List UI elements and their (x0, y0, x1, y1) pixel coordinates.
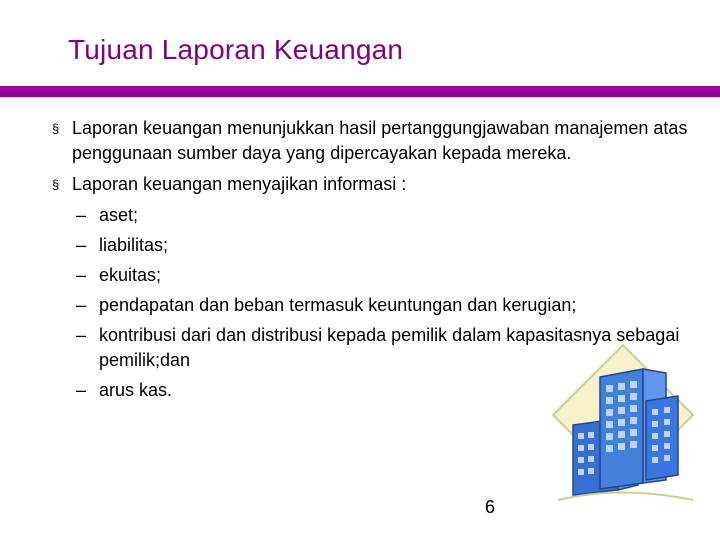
dash-marker: – (76, 295, 87, 315)
bullet-item (52, 116, 692, 166)
sub-bullet-item (52, 323, 692, 373)
sub-bullet-item (52, 263, 692, 288)
sub-bullet-text: liabilitas; (99, 235, 169, 255)
dash-marker: – (76, 325, 87, 345)
slide-content (52, 116, 692, 408)
dash-marker: – (76, 205, 87, 225)
sub-bullet-text: ekuitas; (99, 265, 162, 285)
sub-bullet-item (52, 233, 692, 258)
dash-marker: – (76, 235, 87, 255)
sub-bullet-text: aset; (99, 205, 139, 225)
sub-bullet-text: pendapatan dan beban termasuk keuntungan dan kerugian; (99, 295, 577, 315)
slide-title: Tujuan Laporan Keuangan (68, 34, 404, 65)
bullet-text: Laporan keuangan menyajikan informasi : (72, 174, 407, 194)
sub-bullet-text: arus kas. (99, 380, 173, 400)
sub-bullet-text: kontribusi dari dan distribusi kepada pemilik dalam kapasitasnya sebagai pemilik;dan (99, 325, 680, 370)
dash-marker: – (76, 265, 87, 285)
sub-bullet-item (52, 203, 692, 228)
bullet-text: Laporan keuangan menunjukkan hasil pertanggungjawaban manajemen atas penggunaan sumber daya yang dipercayakan kepada mereka. (72, 118, 688, 163)
page-number: 6 (485, 497, 496, 517)
dash-marker: – (76, 380, 87, 400)
bullet-marker: § (52, 121, 60, 136)
bullet-marker: § (52, 177, 60, 192)
sub-bullet-item (52, 378, 692, 403)
title-underline-bar (0, 86, 720, 97)
bullet-item (52, 172, 692, 197)
sub-bullet-item (52, 293, 692, 318)
